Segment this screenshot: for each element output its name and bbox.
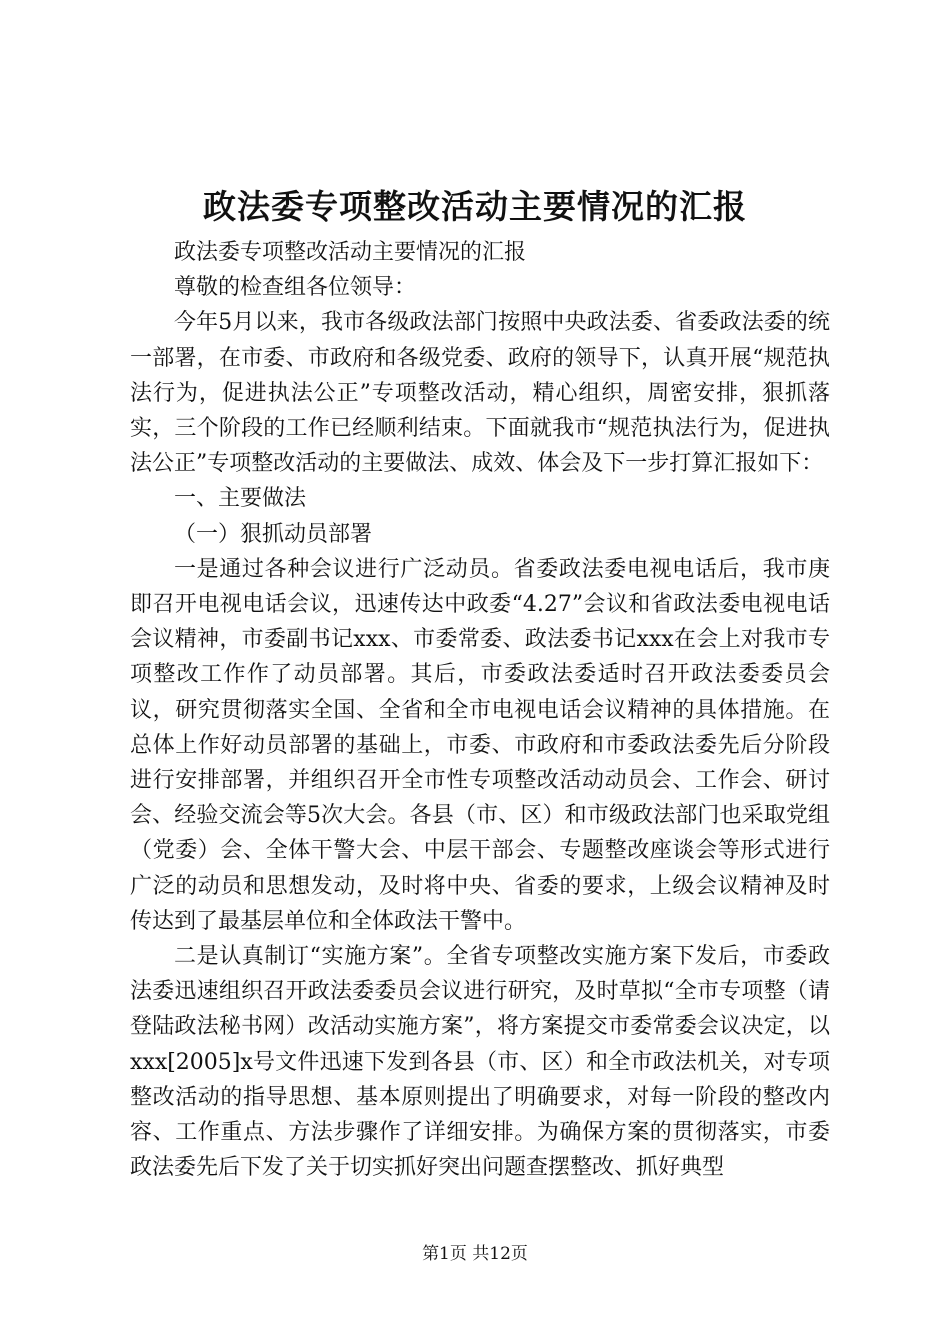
subsection-heading: （一）狠抓动员部署	[174, 521, 373, 547]
paragraph-subtitle: 政法委专项整改活动主要情况的汇报	[174, 240, 527, 265]
paragraph-body: 二是认真制订“实施方案”。全省专项整改实施方案下发后，市委政法委迅速组织召开政法委委员会议进行研究，及时草拟“全市专项整（请登陆政法秘书网）改活动实施方案”，将方案提交市委常委会议决定，以xxx[2005]x号文件迅速下发到各县（市、区）和全市政法机关，对专项整改活动的指导思想、基本原则提出了明确要求，对每一阶段的整改内容、工作重点、方法步骤作了详细安排。为确保方案的贯彻落实，市委政法委先后下发了关于切实抓好突出问题查摆整改、抓好典型	[130, 944, 830, 1181]
paragraph-salutation: 尊敬的检查组各位领导：	[174, 275, 417, 301]
paragraph-intro: 今年5月以来，我市各级政法部门按照中央政法委、省委政法委的统一部署，在市委、市政府和各级党委、政府的领导下，认真开展“规范执法行为，促进执法公正”专项整改活动，精心组织，周密安排，狠抓落实，三个阶段的工作已经顺利结束。下面就我市“规范执法行为，促进执法公正”专项整改活动的主要做法、成效、体会及下一步打算汇报如下：	[130, 310, 830, 477]
page-footer: 第1页 共12页	[422, 1244, 528, 1264]
section-heading: 一、主要做法	[174, 486, 307, 512]
document-title: 政法委专项整改活动主要情况的汇报	[203, 187, 747, 226]
document-body	[130, 235, 830, 1185]
paragraph-body: 一是通过各种会议进行广泛动员。省委政法委电视电话后，我市庚即召开电视电话会议，迅速传达中政委“4.27”会议和省政法委电视电话会议精神，市委副书记xxx、市委常委、政法委书记xxx在会上对我市专项整改工作作了动员部署。其后，市委政法委适时召开政法委委员会议，研究贯彻落实全国、全省和全市电视电话会议精神的具体措施。在总体上作好动员部署的基础上，市委、市政府和市委政法委先后分阶段进行安排部署，并组织召开全市性专项整改活动动员会、工作会、研讨会、经验交流会等5次大会。各县（市、区）和市级政法部门也采取党组（党委）会、全体干警大会、中层干部会、专题整改座谈会等形式进行广泛的动员和思想发动，及时将中央、省委的要求，上级会议精神及时传达到了最基层单位和全体政法干警中。	[130, 556, 830, 934]
